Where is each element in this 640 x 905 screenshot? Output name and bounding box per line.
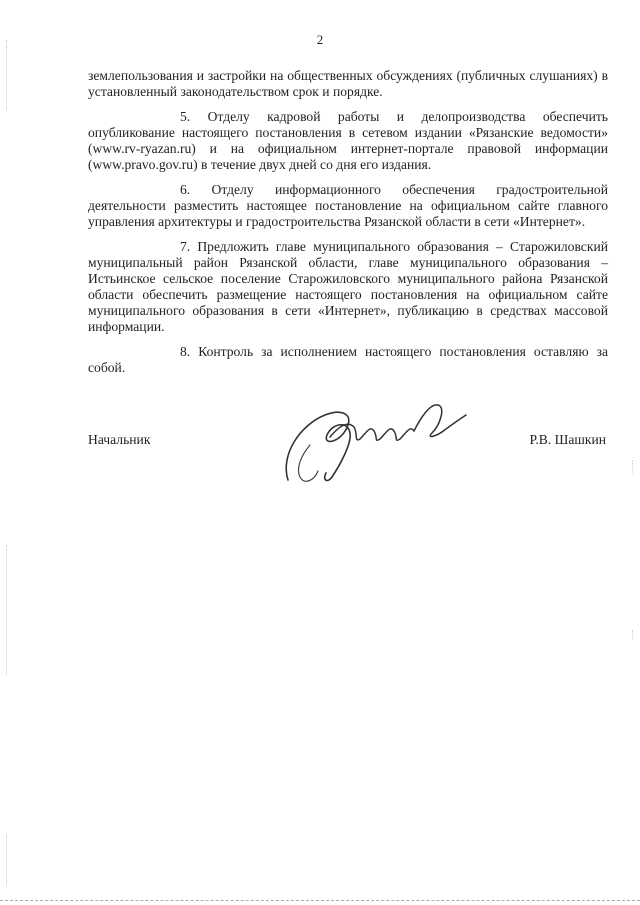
item-number: 5. — [180, 109, 191, 124]
item-number: 7. — [180, 239, 191, 254]
scan-margin-artifact — [632, 630, 634, 640]
paragraph-text: Контроль за исполнением настоящего постановления оставляю за собой. — [88, 344, 608, 375]
item-number: 6. — [180, 182, 191, 197]
scan-margin-artifact — [6, 835, 8, 885]
handwritten-signature — [270, 385, 480, 495]
paragraph-text: землепользования и застройки на общественных обсуждениях (публичных слушаниях) в установленный законодательством срок и порядке. — [88, 68, 608, 99]
scan-margin-artifact — [6, 545, 8, 675]
paragraph-continuation — [88, 68, 608, 100]
paragraph-item-5 — [88, 109, 608, 173]
document-body — [88, 68, 608, 385]
paragraph-text: Отделу информационного обеспечения градостроительной деятельности разместить настоящее постановление на официальном сайте главного управления архитектуры и градостроительства Рязанской области в сети «Интернет». — [88, 182, 608, 229]
scan-margin-artifact — [6, 40, 8, 110]
scan-margin-artifact — [632, 460, 634, 474]
page-bottom-edge — [0, 900, 640, 901]
signatory-name: Р.В. Шашкин — [529, 432, 606, 447]
item-number: 8. — [180, 344, 191, 359]
paragraph-text: Отделу кадровой работы и делопроизводства обеспечить опубликование настоящего постановления в сетевом издании «Рязанские ведомости» (www.rv-ryazan.ru) и на официальном интернет-портале правовой информации (www.pravo.gov.ru) в течение двух дней со дня его издания. — [88, 109, 608, 172]
paragraph-item-6 — [88, 182, 608, 230]
signatory-title: Начальник — [88, 432, 151, 447]
paragraph-item-7 — [88, 239, 608, 335]
paragraph-item-8 — [88, 344, 608, 376]
page-number: 2 — [316, 32, 324, 47]
paragraph-text: Предложить главе муниципального образования – Старожиловский муниципальный район Рязанской области, главе муниципального образования – Истьинское сельское поселение Старожиловского муниципального района Рязанской области обеспечить размещение настоящего постановления на официальном сайте муниципального образования в сети «Интернет», публикацию в средствах массовой информации. — [88, 239, 608, 334]
